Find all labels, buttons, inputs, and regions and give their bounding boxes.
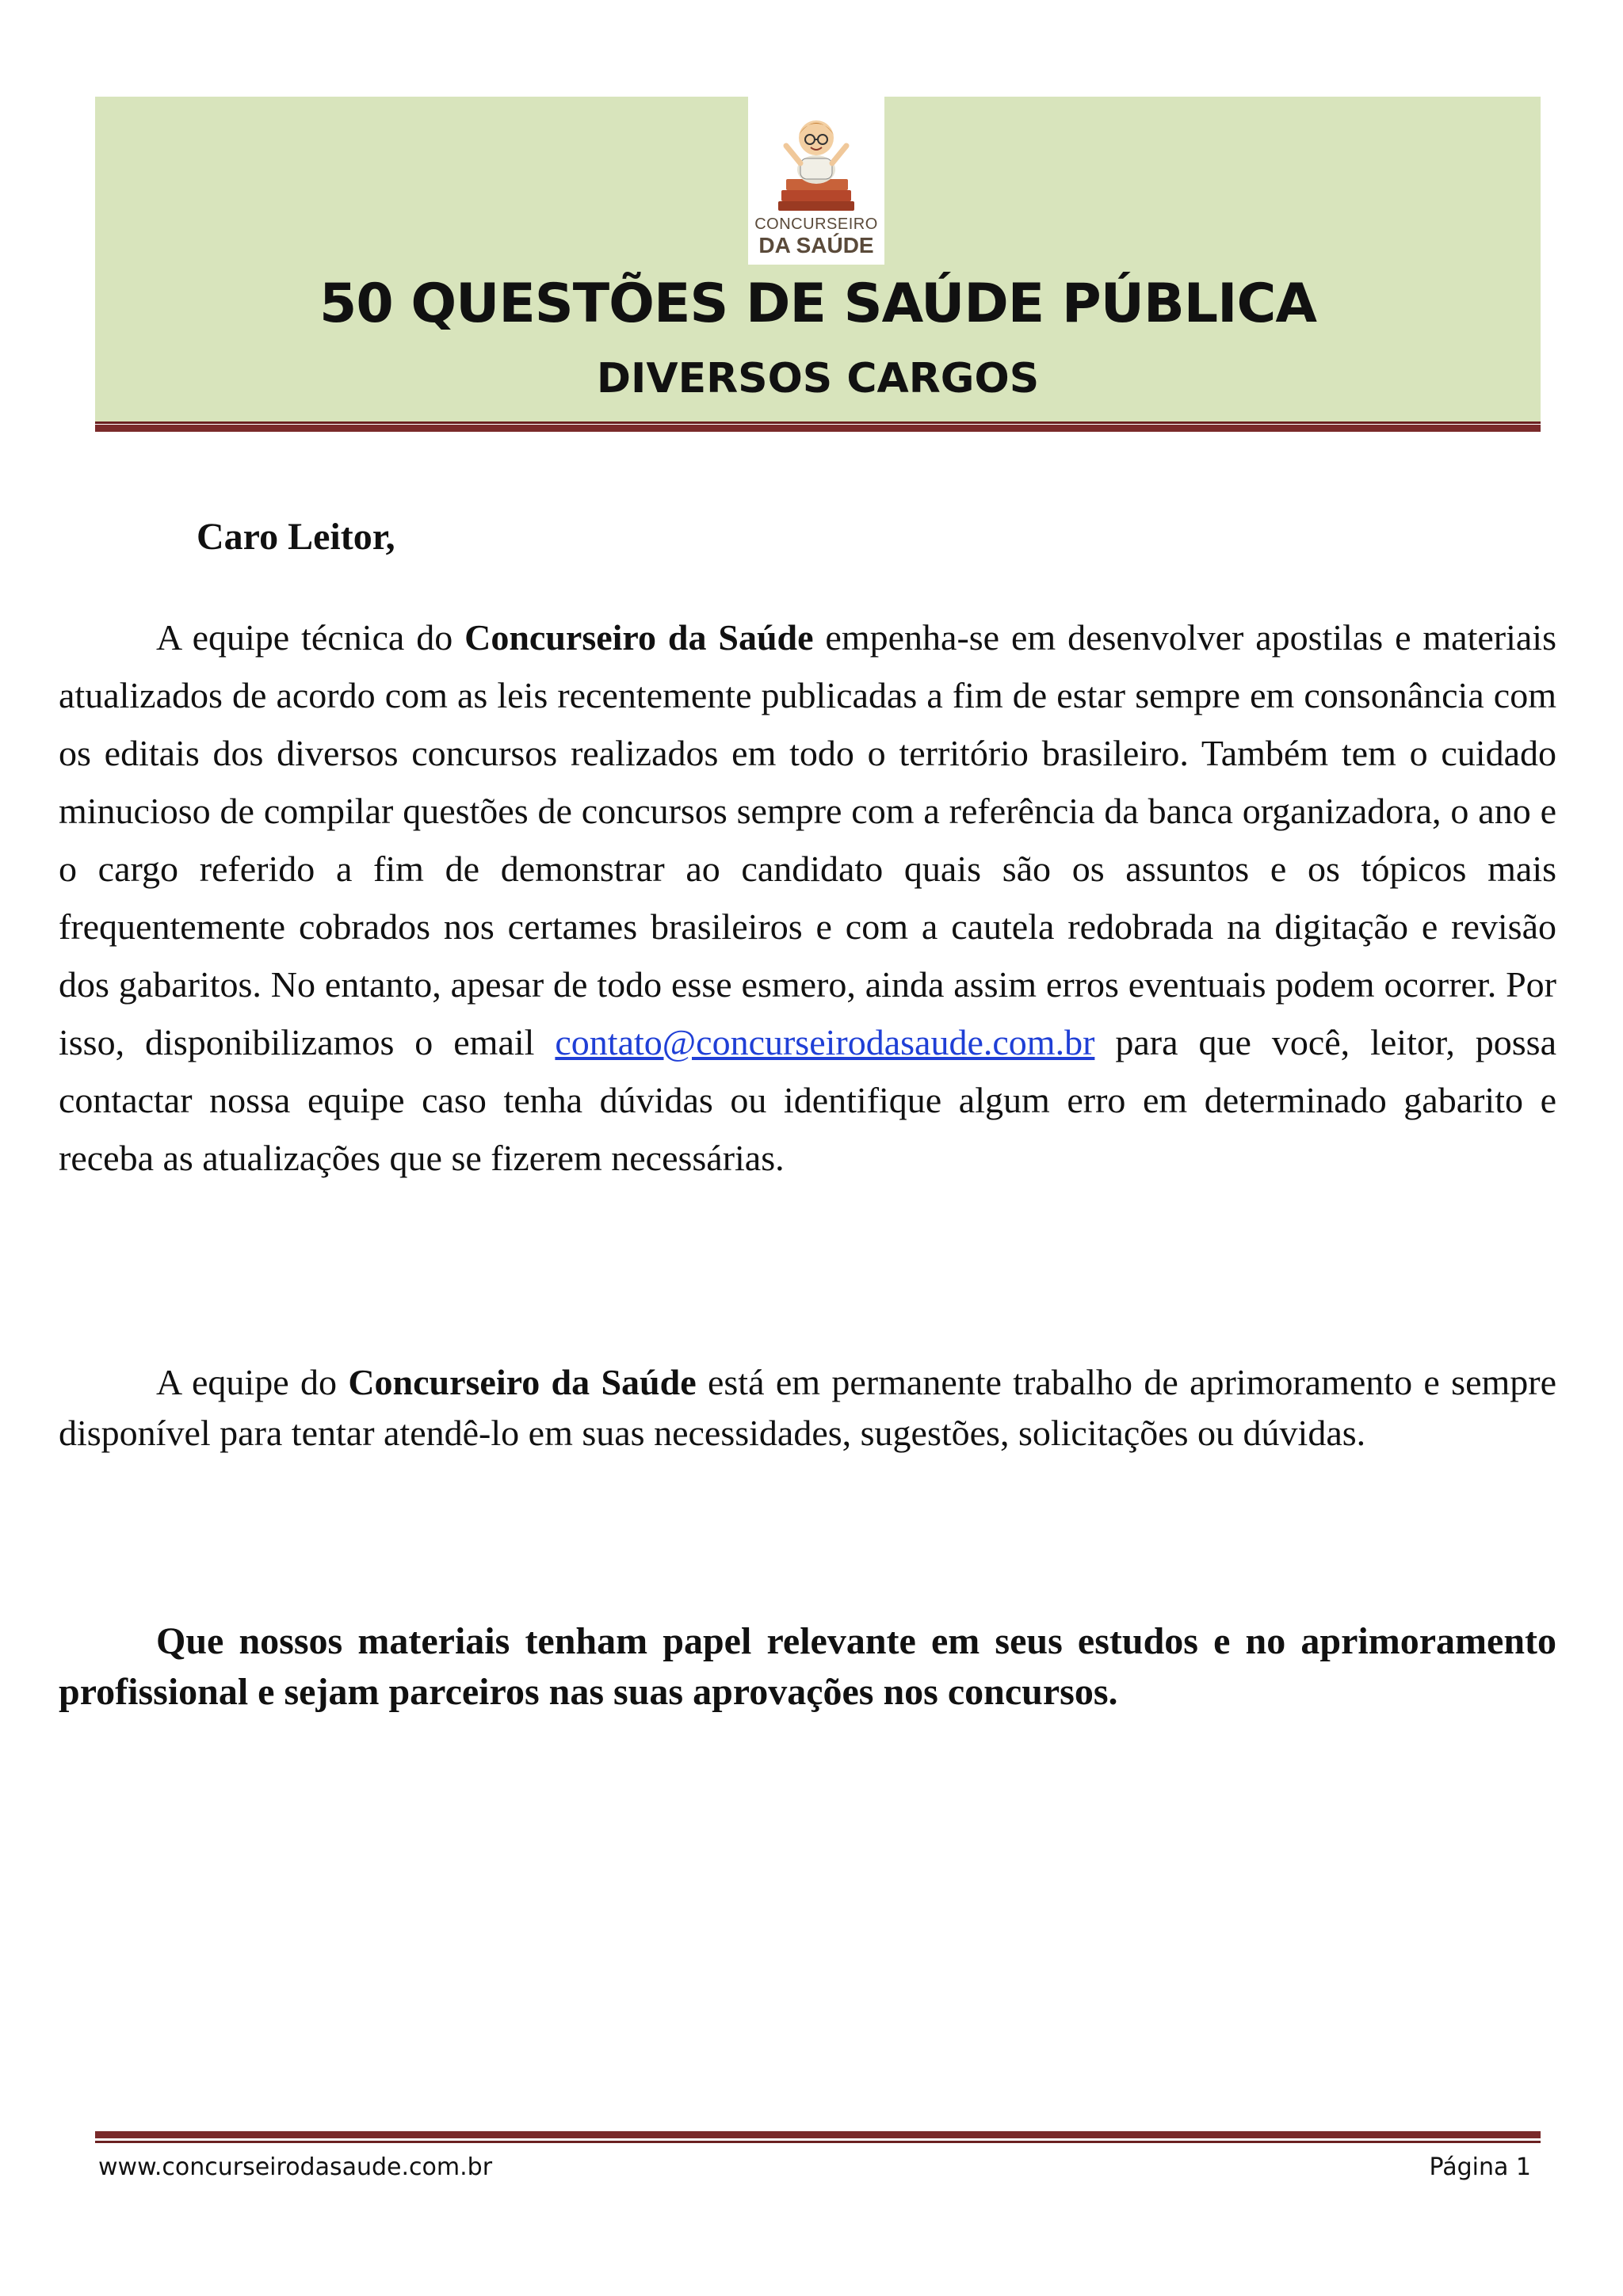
logo — [748, 97, 884, 265]
logo-mascot-icon — [748, 97, 884, 215]
footer-rule-thick — [95, 2131, 1541, 2138]
contact-email-link[interactable]: contato@concurseirodasaude.com.br — [555, 1022, 1095, 1062]
closing-text: Que nossos materiais tenham papel relevante em seus estudos e no aprimoramento profissional e sejam parceiros nas suas aprovações nos concursos. — [59, 1620, 1556, 1713]
logo-text-line2: DA SAÚDE — [758, 233, 874, 257]
logo-text-line1: CONCURSEIRO — [754, 215, 878, 233]
closing-paragraph — [59, 1616, 1556, 1718]
p1-text-c: empenha-se em desenvolver apostilas e materiais atualizados de acordo com as leis recentemente publicadas a fim de estar sempre em consonância com os editais dos diversos concursos realizados em todo o território brasileiro. Também tem o cuidado minucioso de compilar questões de concursos sempre com a referência da banca organizadora, o ano e o cargo referido a fim de demonstrar ao candidato quais são os assuntos e os tópicos mais frequentemente cobrados nos certames brasileiros e com a cautela redobrada na digitação e revisão dos gabaritos. No entanto, apesar de todo esse esmero, ainda assim erros eventuais podem ocorrer. Por isso, disponibilizamos o email — [59, 617, 1556, 1062]
footer-page-number: Página 1 — [1429, 2153, 1531, 2181]
p2-brand: Concurseiro da Saúde — [348, 1362, 697, 1402]
p2-text-a: A equipe do — [156, 1362, 349, 1402]
p2-text-c: está em permanente trabalho de aprimoramento e sempre disponível para tentar atendê-lo em suas necessidades, sugestões, solicitações ou dúvidas. — [59, 1362, 1557, 1453]
p1-text-d: para que você, leitor, possa contactar nossa equipe caso tenha dúvidas ou identifique algum erro em determinado gabarito e receba as atualizações que se fizerem necessárias. — [59, 1022, 1557, 1178]
salutation: Caro Leitor, — [197, 516, 395, 558]
document-title: 50 QUESTÕES DE SAÚDE PÚBLICA — [319, 273, 1316, 335]
paragraph-2 — [59, 1357, 1556, 1459]
footer-url: www.concurseirodasaude.com.br — [98, 2153, 493, 2181]
p1-text-a: A equipe técnica do — [156, 617, 465, 658]
header-rule-thin — [95, 421, 1541, 424]
p1-brand: Concurseiro da Saúde — [464, 617, 814, 658]
header-rule-thick — [95, 425, 1541, 432]
footer-rule-thin — [95, 2141, 1541, 2143]
paragraph-1 — [59, 608, 1556, 1187]
document-subtitle: DIVERSOS CARGOS — [596, 355, 1040, 402]
